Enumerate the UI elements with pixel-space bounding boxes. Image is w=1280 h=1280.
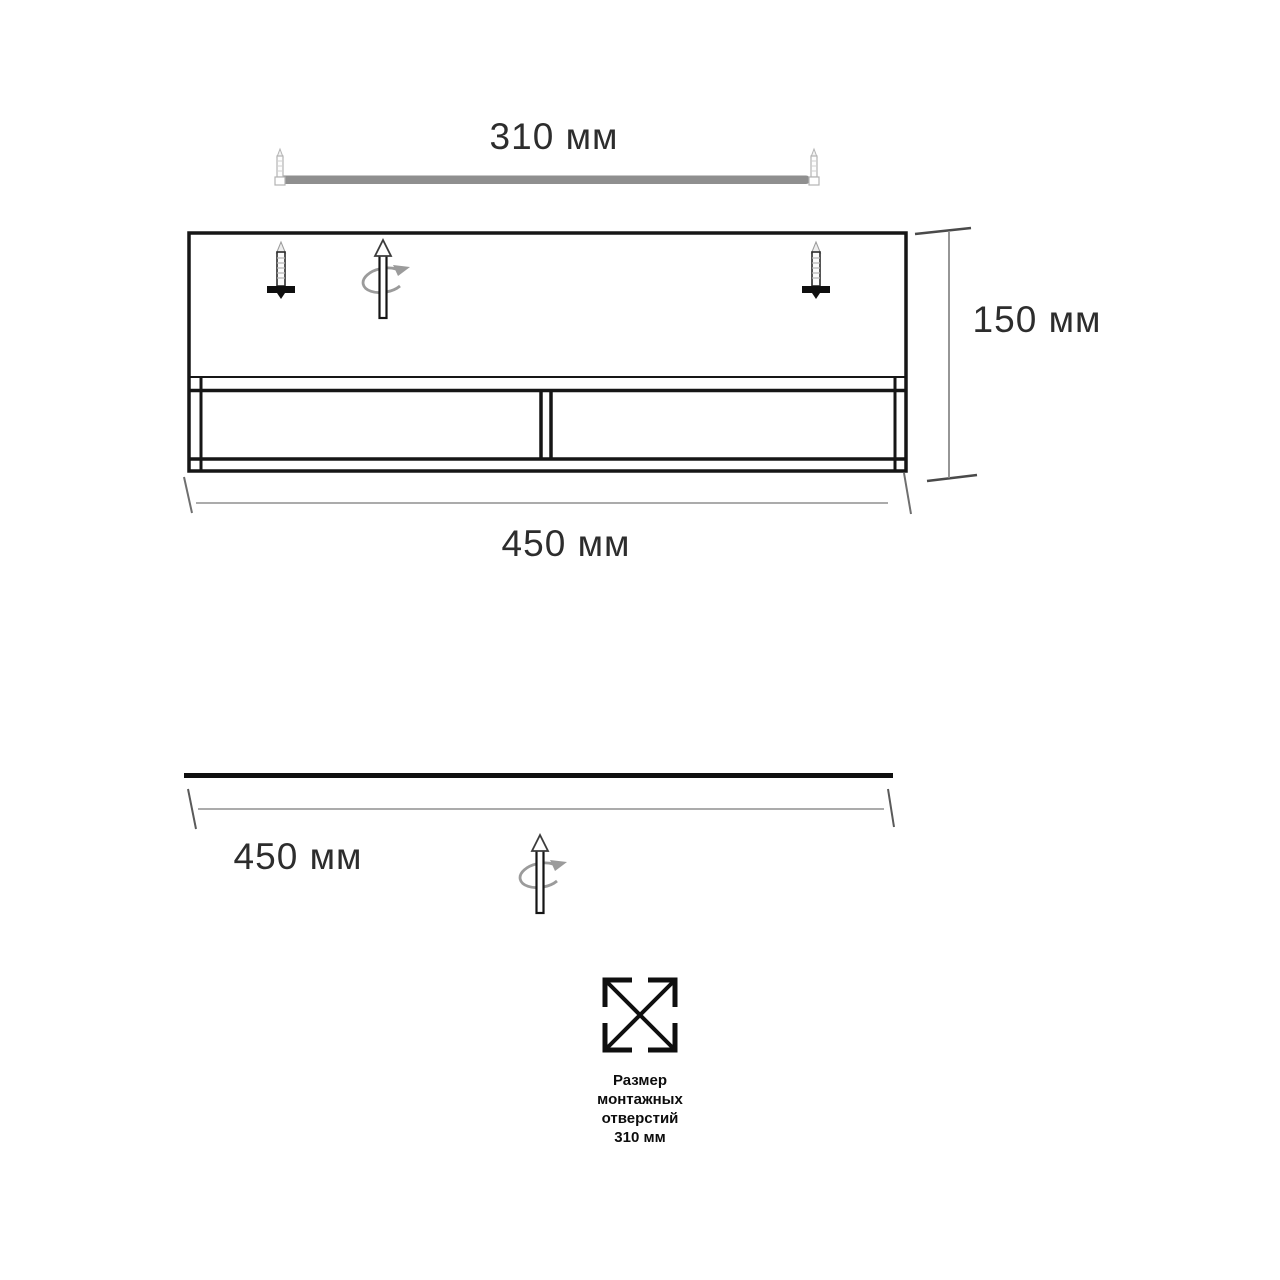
dimension-tick: [188, 789, 196, 829]
body-width-label: 450 мм: [501, 523, 631, 564]
mounting-holes-icon: [605, 980, 675, 1050]
dimension-tick: [915, 228, 971, 234]
fixture-front-view: [189, 233, 906, 471]
body-height-label: 150 мм: [972, 299, 1102, 340]
side-view-width-label: 450 мм: [233, 836, 363, 877]
dimension-tick: [904, 473, 911, 514]
mounting-holes-caption: [597, 1071, 683, 1147]
caption-line: монтажных: [597, 1091, 683, 1108]
dimension-tick: [184, 477, 192, 513]
caption-line: 310 мм: [614, 1129, 666, 1146]
light-screw-icon-right: [809, 149, 819, 185]
caption-line: отверстий: [601, 1110, 679, 1127]
light-screw-icon-left: [275, 149, 285, 185]
fixture-body-outline: [189, 233, 906, 471]
cross-diagonals: [607, 982, 673, 1048]
mounting-width-label: 310 мм: [489, 116, 619, 157]
height-dimension: [915, 228, 977, 481]
mounting-bar: [278, 176, 810, 185]
dimension-tick: [888, 789, 894, 827]
caption-line: Размер: [612, 1072, 668, 1089]
dimension-tick: [927, 475, 977, 481]
rotation-arrow-icon-bottom: [520, 835, 567, 913]
width-dimension-front: [184, 473, 911, 514]
